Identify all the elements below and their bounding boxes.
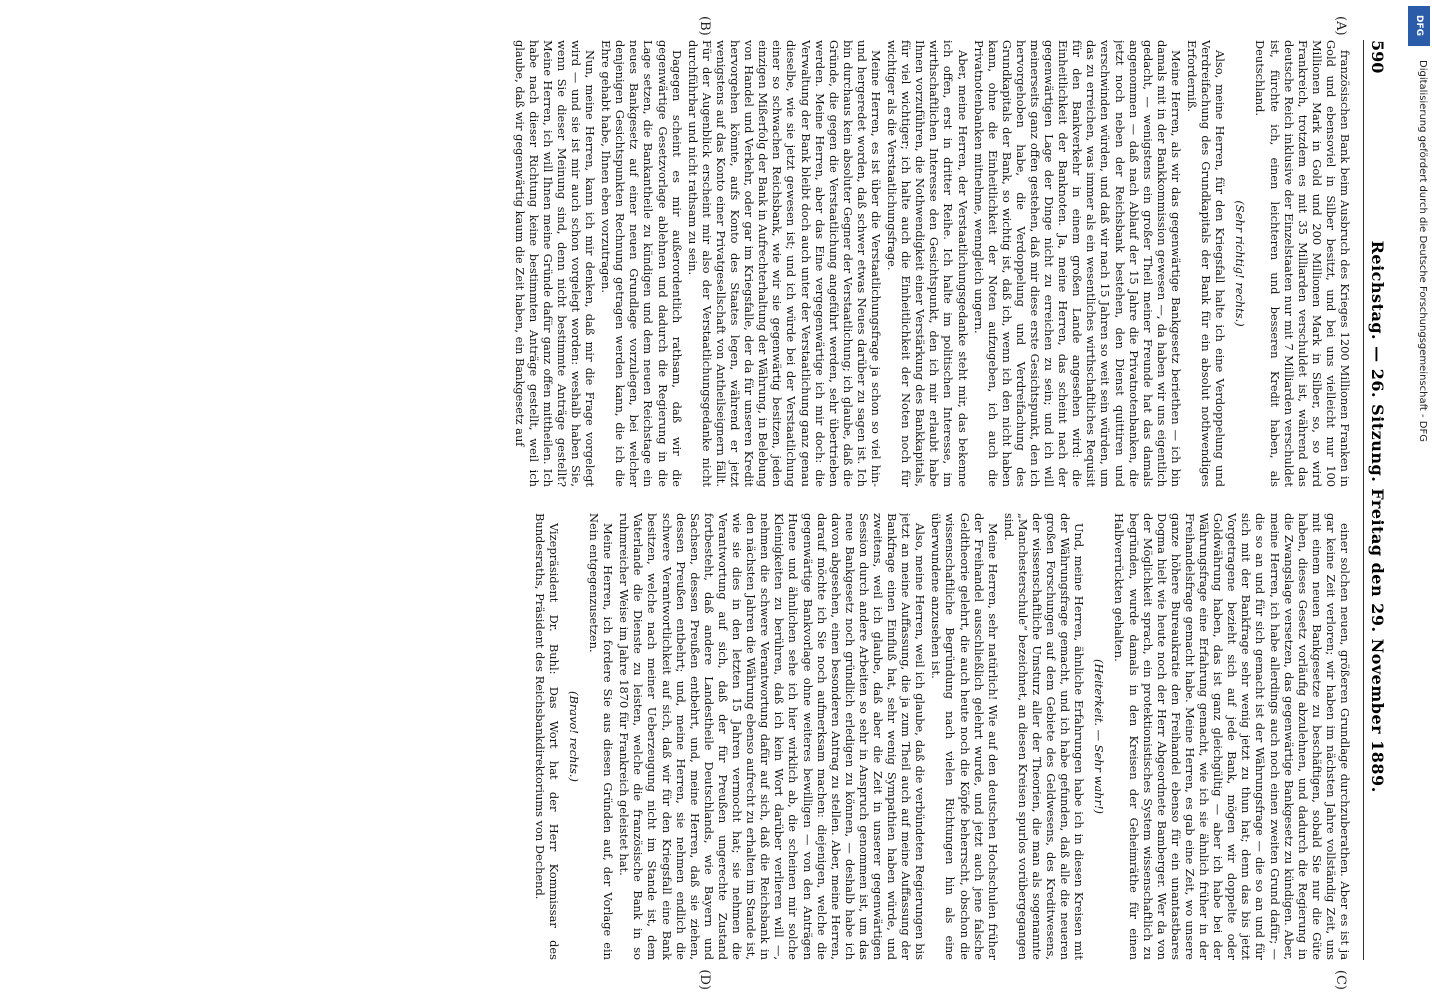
paragraph: Also, meine Herren, für den Kriegsfall halte ich eine Verdoppelung und Verdreifachung des Grundkapitals der Bank für ein absolut nothwendiges Erforderniß.: [1185, 40, 1228, 487]
interjection: (Bravo! rechts.): [567, 691, 582, 782]
paragraph: Meine Herren, es ist über die Verstaatlichungsfrage ja schon so viel hin- und hergeredet worden, daß schwer etwas Neues darüber zu sagen ist. Ich bin durchaus kein absoluter Gegner der Verstaatlichung; ich glaube, daß die Gründe, die gegen die Verstaatlichung angeführt werden, sehr übertrieben werden. Meine Herren, aber das Eine vergegenwärtige ich mir doch: die Verwaltung der Bank bleibt doch auch unter der Verstaatlichung ganz genau dieselbe, wie sie jetzt gewesen ist; und ich würde bei der Verstaatlichung einer so schwachen Reichsbank, wie wir sie gegenwärtig besitzen, jeden einzigen Mißerfolg der Bank in Aufrechterhaltung der Währung, in Belebung von Handel und Verkehr, oder gar im Kriegsfalle, der da für unseren Kredit hervorgehen könnte, aufs Konto des Staates legen, während er jetzt wenigstens auf das Konto einer Privatgesellschaft von Antheilseignern fällt. Für der Augenblick erscheint mir also der Verstaatlichungsgedanke nicht durchführbar und nicht rathsam zu sein.: [685, 40, 883, 487]
paragraph: Meine Herren, sehr natürlich! Wie auf den deutschen Hochschulen früher der Freihandel ausschließlich gelehrt wurde, und jetzt auch jene falsche Geldtheorie gelehrt, die auch heute noch die Köpfe beherrscht, obschon die wissenschaftliche Begründung nach vielen Richtungen hin als eine überwundene anzusehen ist.: [929, 513, 1000, 960]
paragraph: französischen Bank beim Ausbruch des Krieges 1200 Millionen Franken in Gold und ebensoviel in Silber besitzt, und bei uns vielleicht nur 100 Millionen Mark in Gold und 200 Millionen Mark in Silber, so, so wird Frankreich, trotzdem es mit 35 Milliarden verschuldet ist, während das deutsche Reich inklusive der Einzelstaaten nur mit 7 Milliarden verschuldet ist, fürchte ich, einen leichteren und besseren Kredit haben, als Deutschland.: [1253, 40, 1352, 487]
margin-letter-a: (A): [1333, 16, 1348, 36]
dfg-logo: DFG: [1408, 6, 1430, 46]
paragraph: Aber, meine Herren, der Verstaatlichungsgedanke steht mir, das bekenne ich offen, erst in dritter Reihe. Ich halte im politischen Interesse, im wirthschaftlichen Interesse den Gesichtspunkt, den ich mir erlaubt habe Ihnen vorzuführen, die Nothwendigkeit einer Verstärkung des Bankkapitals, für viel wichtiger; ich halte auch die Einheitlichkeit der Noten noch für wichtiger als die Verstaatlichungsfrage.: [885, 40, 970, 487]
interjection: (Sehr richtig! rechts.): [1233, 200, 1248, 327]
page-number: 590: [1368, 40, 1388, 74]
text-columns: [40, 40, 1352, 960]
paragraph: Meine Herren, als wir das gegenwärtige Bankgesetz beriethen — ich bin damals mit in der Bankkommission gewesen —, da haben wir uns eigentlich gedacht, — wenigstens ein großer Theil meiner Freunde hat das damals angenommen — daß nach Ablauf der 15 Jahre die Privatnotenbanken, die jetzt noch neben der Reichsbank bestehen, den Dienst quittiren und verschwinden würden, und daß wir nach 15 Jahren so weit sein würden, um das zu erreichen, was immer als ein wesentliches wirthschaftliches Requisit für den Bankverkehr in einem großen Lande angesehen wird: die Einheitlichkeit der Banknoten. Ja, meine Herren, das scheint nach der gegenwärtigen Lage der Dinge nicht zu erreichen zu sein; und ich will meinerseits ganz offen gestehen, daß mir diese erste Gesichtspunkt, den ich hervorgehoben habe, die Verdoppelung und Verdreifachung des Grundkapitals der Bank, so wichtig ist, daß ich, wenn ich den nicht haben kann, ohne die Einheitlichkeit der Noten aufzugeben, ich auch die Privatnotenbanken mitnehme, wenngleich ungern.: [971, 40, 1183, 487]
paragraph: einer solchen neuen, größeren Grundlage durchzuberathen. Aber es ist ja gar keine Zeit verloren; wir haben im nächsten Jahre vollständig Zeit, uns mit einem neuen Bankgesetze zu beschäftigen, sobald Sie nur die Güte haben, dieses Gesetz vorläufig abzulehnen, und dadurch die Regierung in die Zwangslage versetzen, das gegenwärtige Bankgesetz zu kündigen. Aber, meine Herren, ich habe allerdings auch noch einen zweiten Grund dafür; — die so an und für sich gemacht ist der Währungsfrage — die so an und für sich mit der Bankfrage sehr wenig jetzt zu thun hat; denn das bis jetzt Vorgetragene bezieht sich auf jede Bank, mögen wir doppelte oder Goldwährung haben, das ist ganz gleichgültig — aber ich habe bei der Währungsfrage eine Erfahrung gemacht, wie ich sie ähnlich früher in der Freihandelsfrage gemacht habe. Meine Herren, es gab eine Zeit, wo unsere ganze höhere Bureaukratie den Freihandel ebenso für ein unantastbares Dogma hielt wie heute noch der Herr Abgeordnete Bamberger. Wer da von der Möglichkeit sprach, ein protektionistisches System wissenschaftlich zu begründen, wurde damals in den Kreisen der Geheimräthe für einen Halbverrückten gehalten.: [1112, 513, 1352, 960]
margin-letter-b: (B): [697, 16, 712, 36]
right-column: [40, 513, 1352, 960]
running-header: [1363, 40, 1392, 960]
header-title: Reichstag. — 26. Sitzung. Freitag den 29. November 1889.: [1368, 240, 1388, 793]
left-column: [40, 40, 1352, 487]
margin-letter-d: (D): [697, 969, 712, 990]
digitization-note: Digitalisierung gefördert durch die Deutsche Forschungsgemeinschaft - DFG: [1417, 60, 1428, 443]
paragraph: Meine Herren, ich fordere Sie aus diesen Gründen auf, der Vorlage ein Nein entgegenzusetzen.: [587, 513, 616, 960]
paragraph: Dagegen scheint es mir außerordentlich rathsam, daß wir die gegenwärtige Gesetzvorlage ablehnen und dadurch die Regierung in die Lage setzen, die Bankantheile zu kündigen und dem neuen Reichstage ein neues Bankgesetz auf einer neuen Grundlage vorzulegen, bei welcher denjenigen Gesichtspunkten Rechnung getragen werden kann, die ich die Ehre gehabt habe, Ihnen eben vorzutragen.: [599, 40, 684, 487]
paragraph: Und, meine Herren, ähnliche Erfahrungen habe ich in diesen Kreisen mit der Währungsfrage gemacht, und ich habe gefunden, daß alle die neueren großen Forschungen auf dem Gebiete des Geldwesens, des Kreditwesens, der wissenschaftliche Umsturz aller der Theorien, die man als sogenannte „Manchesterschule“ bezeichnet, an diesen Kreisen spurlos vorübergegangen sind.: [1001, 513, 1087, 960]
paragraph: Nun, meine Herren, kann ich mir denken, daß mir die Frage vorgelegt wird — und sie ist mir auch schon vorgelegt worden: weshalb haben Sie, wenn Sie dieser Meinung sind, denn nicht bestimmte Anträge gestellt? Meine Herren, ich will Ihnen meine Gründe dafür ganz offen mittheilen. Ich habe nach dieser Richtung keine bestimmten Anträge gestellt, weil ich glaube, daß wir gegenwärtig kaum die Zeit haben, ein Bankgesetz auf: [512, 40, 598, 487]
paragraph: Also, meine Herren, weil ich glaube, daß die verbündeten Regierungen bis jetzt an meine Auffassung, die ja zum Theil auch auf meine Auffassung der Bankfrage einen Einfluß hat, sehr wenig Sympathien haben würde, und zweitens, weil ich glaube, daß aber die Zeit in unserer gegenwärtigen Session durch andere Arbeiten so sehr in Anspruch genommen ist, um das neue Bankgesetz noch gründlich erledigen zu können, — deshalb habe ich davon abgesehen, einen besonderen Antrag zu stellen. Aber, meine Herren, darauf möchte ich Sie noch aufmerksam machen: diejenigen, welche die gegenwärtige Bankvorlage ohne weiteres bewilligen — von den Anträgen Huene und ähnlichen sehe ich hier wirklich ab, die scheinen mir solche Kleinigkeiten zu berühren, daß ich kein Wort darüber verlieren will —, nehmen die schwere Verantwortung dafür auf sich, daß die Reichsbank in den nächsten Jahren die Währung ebenso aufrecht zu erhalten im Stande ist, wie sie dies in den letzten 15 Jahren vermocht hat; sie nehmen die Verantwortung auf sich, daß der für Preußen ungerechte Zustand fortbesteht, daß andere Landestheile Deutschlands, wie Bayern und Sachsen, dessen Preußen entbehrt, und, meine Herren, daß sie ziehen, dessen Preußen entbehrt; und, meine Herren, sie nehmen endlich die schwere Verantwortlichkeit auf sich, daß wir für den Kriegsfall eine Bank besitzen, welche nach meiner Ueberzeugung nicht im Stande ist, dem Vaterlande die Dienste zu leisten, welche die französische Bank in so ruhmreicher Weise im Jahre 1870 für Frankreich geleistet hat.: [617, 513, 928, 960]
interjection: (Heiterkeit. — Sehr wahr!): [1092, 659, 1107, 814]
margin-letter-c: (C): [1333, 969, 1348, 990]
speaker-paragraph: Vizepräsident Dr. Buhl: Das Wort hat der Herr Kommissar des Bundesraths, Präsident des Reichsbankdirektoriums von Dechend.: [532, 513, 561, 960]
